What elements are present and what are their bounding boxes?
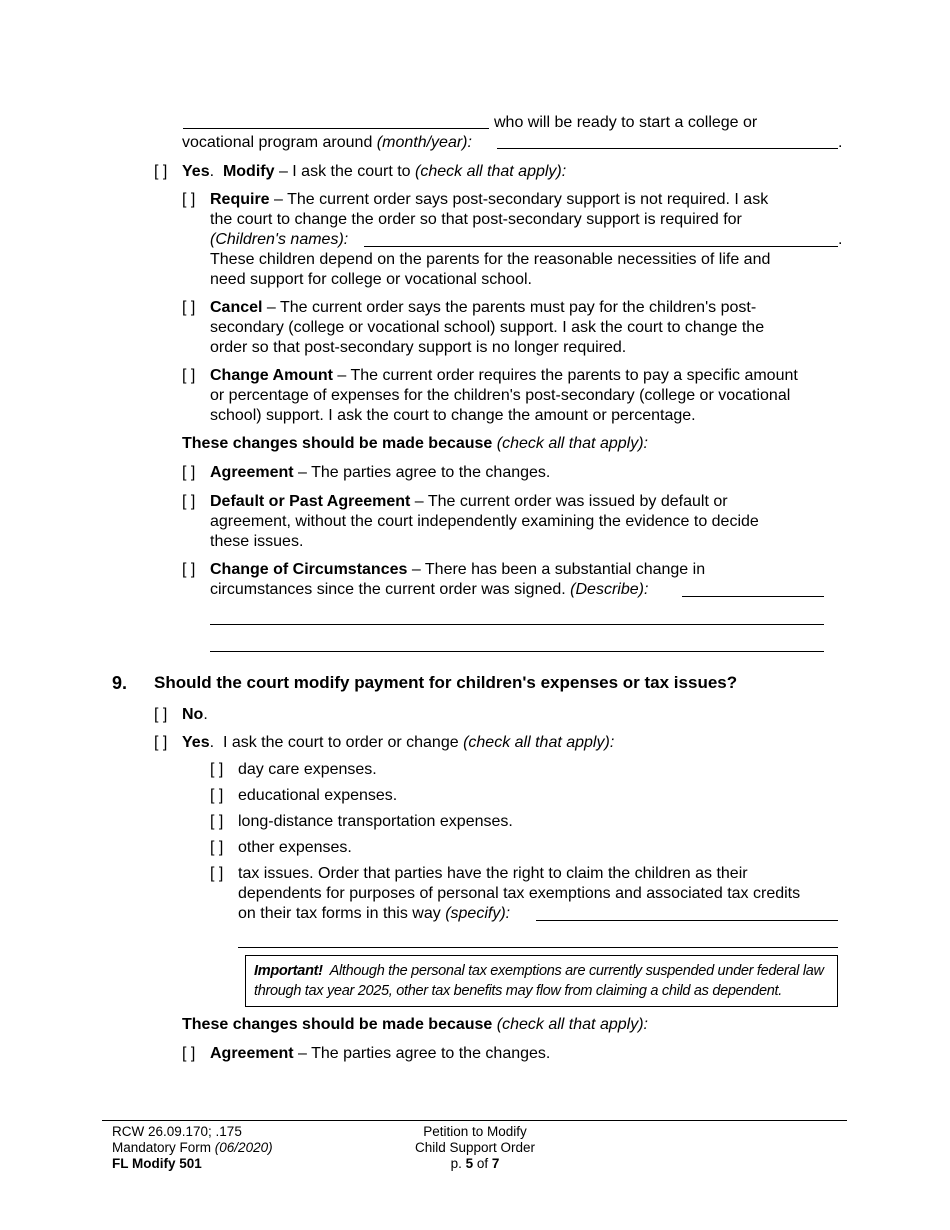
children-names-line[interactable] bbox=[364, 246, 838, 247]
change-amount-checkbox[interactable]: [ ] bbox=[182, 367, 196, 384]
daycare-checkbox[interactable]: [ ] bbox=[210, 761, 224, 778]
require-checkbox[interactable]: [ ] bbox=[182, 191, 196, 208]
tax-line-1: tax issues. Order that parties have the right to claim the children as their bbox=[238, 865, 748, 882]
period: . bbox=[838, 134, 843, 151]
cancel-line-1: Cancel – The current order says the parents must pay for the children's post- bbox=[210, 299, 757, 316]
modify-yes-checkbox[interactable]: [ ] bbox=[154, 163, 168, 180]
modify-yes-label: Yes. Modify – I ask the court to (check all that apply): bbox=[182, 163, 567, 180]
important-note bbox=[245, 955, 838, 1007]
s9-no-label: No. bbox=[182, 706, 208, 723]
default-line-1: Default or Past Agreement – The current order was issued by default or bbox=[210, 493, 728, 510]
daycare-label: day care expenses. bbox=[238, 761, 377, 778]
footer-title-2: Child Support Order bbox=[414, 1140, 536, 1155]
footer-rcw: RCW 26.09.170; .175 bbox=[112, 1124, 242, 1139]
because-heading: These changes should be made because (check all that apply): bbox=[182, 435, 648, 452]
educational-checkbox[interactable]: [ ] bbox=[210, 787, 224, 804]
footer-form-id: FL Modify 501 bbox=[112, 1156, 202, 1171]
tax-line-3: on their tax forms in this way (specify): bbox=[238, 905, 511, 922]
describe-line-1[interactable] bbox=[682, 596, 824, 597]
footer-title-1: Petition to Modify bbox=[423, 1124, 527, 1139]
s9-agreement-checkbox[interactable]: [ ] bbox=[182, 1045, 196, 1062]
specify-line-2[interactable] bbox=[238, 947, 838, 948]
s9-no-checkbox[interactable]: [ ] bbox=[154, 706, 168, 723]
circumstances-line-1: Change of Circumstances – There has been a substantial change in bbox=[210, 561, 706, 578]
circumstances-line-2: circumstances since the current order was signed. (Describe): bbox=[210, 581, 649, 598]
important-line-1: Although the personal tax exemptions are currently suspended under federal law bbox=[329, 963, 824, 979]
tax-checkbox[interactable]: [ ] bbox=[210, 865, 224, 882]
change-amount-line-1: Change Amount – The current order requires the parents to pay a specific amount bbox=[210, 367, 798, 384]
agreement-checkbox[interactable]: [ ] bbox=[182, 464, 196, 481]
important-label: Important! bbox=[254, 963, 323, 979]
s9-because-heading: These changes should be made because (check all that apply): bbox=[182, 1016, 648, 1033]
ready-text: who will be ready to start a college or bbox=[494, 114, 758, 131]
other-checkbox[interactable]: [ ] bbox=[210, 839, 224, 856]
section-title: Should the court modify payment for children's expenses or tax issues? bbox=[154, 673, 738, 692]
require-line-2: the court to change the order so that post-secondary support is required for bbox=[210, 211, 742, 228]
require-line-4: These children depend on the parents for the reasonable necessities of life and bbox=[210, 251, 771, 268]
require-line-1: Require – The current order says post-secondary support is not required. I ask bbox=[210, 191, 769, 208]
specify-line-1[interactable] bbox=[536, 920, 838, 921]
important-line-2: through tax year 2025, other tax benefits may flow from claiming a child as dependent. bbox=[254, 983, 782, 999]
period: . bbox=[838, 231, 843, 248]
cancel-line-3: order so that post-secondary support is no longer required. bbox=[210, 339, 627, 356]
cancel-line-2: secondary (college or vocational school) support. I ask the court to change the bbox=[210, 319, 765, 336]
s9-yes-label: Yes. I ask the court to order or change (check all that apply): bbox=[182, 734, 615, 751]
educational-label: educational expenses. bbox=[238, 787, 398, 804]
default-checkbox[interactable]: [ ] bbox=[182, 493, 196, 510]
footer-page: p. 5 of 7 bbox=[450, 1156, 500, 1171]
change-amount-line-3: school) support. I ask the court to change the amount or percentage. bbox=[210, 407, 696, 424]
children-names-label: (Children's names): bbox=[210, 231, 349, 248]
require-line-5: need support for college or vocational school. bbox=[210, 271, 532, 288]
section-number: 9. bbox=[112, 673, 128, 693]
student-name-line[interactable] bbox=[183, 128, 489, 129]
describe-line-3[interactable] bbox=[210, 651, 824, 652]
s9-yes-checkbox[interactable]: [ ] bbox=[154, 734, 168, 751]
footer-rule bbox=[102, 1120, 847, 1121]
cancel-checkbox[interactable]: [ ] bbox=[182, 299, 196, 316]
change-amount-line-2: or percentage of expenses for the children's post-secondary (college or vocational bbox=[210, 387, 791, 404]
vocational-text: vocational program around (month/year): bbox=[182, 134, 472, 151]
transport-checkbox[interactable]: [ ] bbox=[210, 813, 224, 830]
default-line-2: agreement, without the court independently examining the evidence to decide bbox=[210, 513, 759, 530]
tax-line-2: dependents for purposes of personal tax exemptions and associated tax credits bbox=[238, 885, 801, 902]
s9-agreement-text: Agreement – The parties agree to the changes. bbox=[210, 1045, 551, 1062]
circumstances-checkbox[interactable]: [ ] bbox=[182, 561, 196, 578]
month-year-line[interactable] bbox=[497, 148, 838, 149]
agreement-text: Agreement – The parties agree to the changes. bbox=[210, 464, 551, 481]
other-label: other expenses. bbox=[238, 839, 352, 856]
transport-label: long-distance transportation expenses. bbox=[238, 813, 513, 830]
default-line-3: these issues. bbox=[210, 533, 304, 550]
footer-mandatory: Mandatory Form (06/2020) bbox=[112, 1140, 273, 1155]
describe-line-2[interactable] bbox=[210, 624, 824, 625]
